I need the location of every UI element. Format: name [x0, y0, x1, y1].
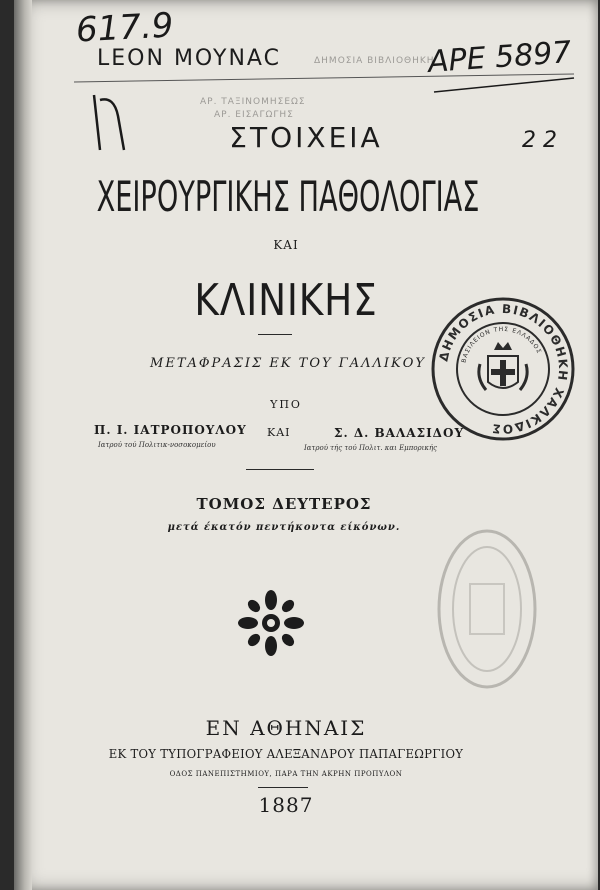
translator-conjunction: ΚΑΙ	[267, 426, 291, 439]
divider	[258, 787, 308, 788]
translator-1-role: Ιατρού τού Πολιτικ-νοσοκομείου	[98, 441, 216, 449]
faint-stamp-text: ΔΗΜΟΣΙΑ ΒΙΒΛΙΟΘΗΚΗ	[314, 56, 435, 66]
library-stamp	[428, 294, 578, 444]
author-name: LEON MOYNAC	[97, 46, 281, 71]
publication-year: 1887	[258, 793, 314, 817]
printer-name: ΕΚ ΤΟΥ ΤΥΠΟΓΡΑΦΕΙΟΥ ΑΛΕΞΑΝΔΡΟΥ ΠΑΠΑΓΕΩΡΓΙΟΥ	[108, 746, 464, 761]
printer-address: ΟΔΟΣ ΠΑΝΕΠΙΣΤΗΜΙΟΥ, ΠΑΡΑ ΤΗΝ ΑΚΡΗΝ ΠΡΟΠΥΛΟΝ	[169, 770, 403, 778]
by-label: ΥΠΟ	[270, 398, 302, 411]
translation-note: ΜΕΤΑΦΡΑΣΙΣ ΕΚ ΤΟΥ ΓΑΛΛΙΚΟΥ	[150, 356, 426, 371]
faint-stamp-text: ΑΡ. ΤΑΞΙΝΟΜΗΣΕΩΣ	[200, 97, 306, 107]
title-line-3: ΚΛΙΝΙΚΗΣ	[194, 275, 378, 326]
handwritten-side-mark: 2 2	[522, 128, 557, 153]
translator-2-role: Ιατρού τής τού Πολιτ. και Εμπορικής	[304, 444, 438, 452]
floral-ornament	[236, 588, 306, 658]
title-conjunction: ΚΑΙ	[273, 238, 299, 252]
svg-text:ΔΗΜΟΣΙΑ ΒΙΒΛΙΟΘΗΚΗ ΧΑΛΚΙΔΟΣ: ΔΗΜΟΣΙΑ ΒΙΒΛΙΟΘΗΚΗ ΧΑΛΚΙΔΟΣ	[436, 301, 571, 437]
divider	[258, 334, 292, 335]
title-page	[14, 0, 598, 890]
translator-1-name: Π. Ι. ΙΑΤΡΟΠΟΥΛΟΥ	[94, 423, 247, 437]
title-line-2: ΧΕΙΡΟΥΡΓΙΚΗΣ ΠΑΘΟΛΟΓΙΑΣ	[96, 172, 480, 221]
coat-of-arms-icon	[479, 342, 527, 390]
volume-label: ΤΟΜΟΣ ΔΕΥΤΕΡΟΣ	[196, 495, 372, 513]
title-line-1: ΣΤΟΙΧΕΙΑ	[229, 121, 383, 154]
handwritten-shelf-number: 617.9	[75, 5, 175, 51]
publication-city: ΕΝ ΑΘΗΝΑΙΣ	[205, 716, 367, 740]
faint-stamp-text: ΑΡ. ΕΙΣΑΓΩΓΗΣ	[214, 110, 294, 120]
handwritten-call-number: ΑΡΕ 5897	[426, 35, 573, 80]
svg-text:ΒΑΣΙΛΕΙΟΝ ΤΗΣ ΕΛΛΑΔΟΣ: ΒΑΣΙΛΕΙΟΝ ΤΗΣ ΕΛΛΑΔΟΣ	[460, 325, 543, 364]
illustrations-note: μετά έκατόν πεντήκοντα είκόνων.	[167, 522, 401, 533]
translator-2-name: Σ. Δ. ΒΑΛΑΣΙΔΟΥ	[334, 426, 465, 440]
faint-oval-stamp	[432, 524, 542, 694]
divider	[246, 469, 314, 470]
